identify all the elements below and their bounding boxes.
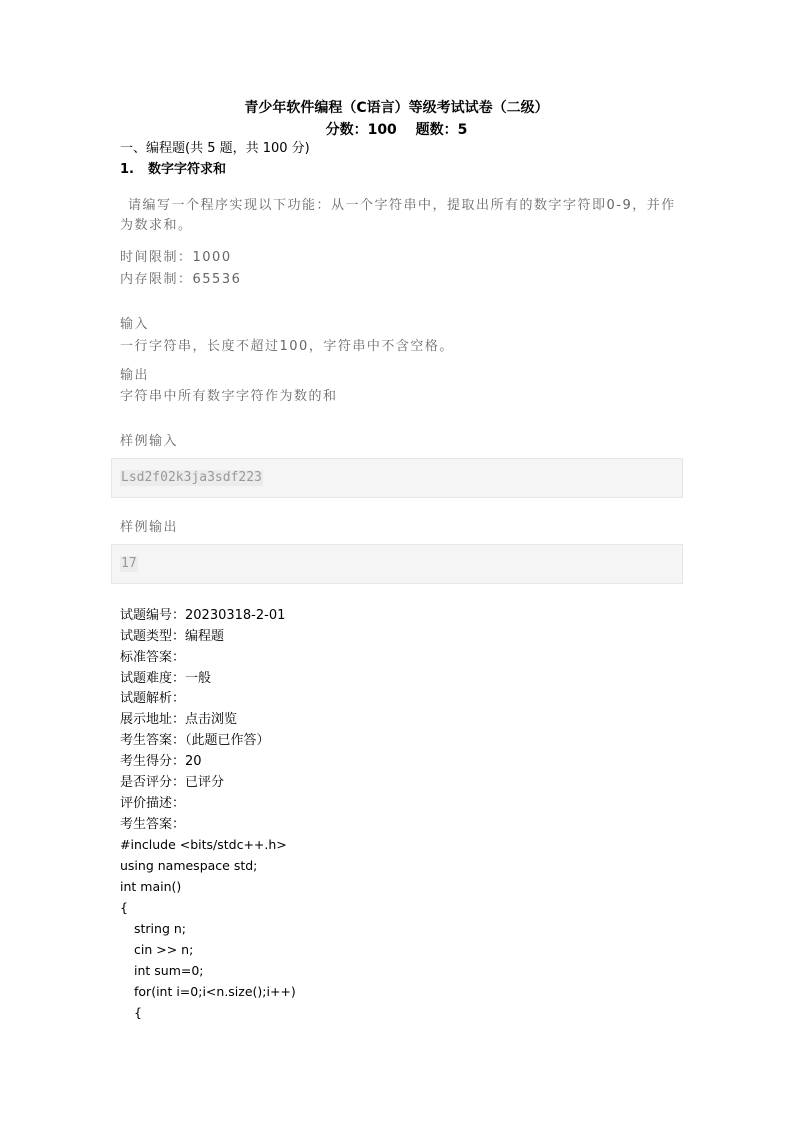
sample-output-box [111,544,683,584]
code-line: int sum=0; [134,963,204,978]
output-label: 输出 [120,368,150,383]
code-line: string n; [134,921,186,936]
sample-output-text: 17 [121,556,137,571]
question-title: 数字字符求和 [148,162,227,177]
description-line-2: 为数求和。 [120,218,193,233]
code-line: int main() [120,879,182,894]
difficulty: 试题难度：一般 [120,671,212,686]
graded-status: 是否评分：已评分 [120,775,225,790]
sample-input-label: 样例输入 [120,434,179,449]
input-description: 一行字符串，长度不超过100，字符串中不含空格。 [120,339,454,354]
code-line: { [134,1005,142,1020]
code-line: cin >> n; [134,942,194,957]
sample-input-box [111,458,683,498]
question-number: 1. [120,162,134,177]
code-line: { [120,900,128,915]
sample-input-text: Lsd2f02k3ja3sdf223 [121,470,262,485]
output-description: 字符串中所有数字字符作为数的和 [120,389,338,404]
input-label: 输入 [120,317,150,332]
display-link[interactable]: 展示地址：点击浏览 [120,712,238,727]
analysis: 试题解析： [120,691,186,706]
student-answer-label: 考生答案： [120,817,186,832]
memory-limit: 内存限制：65536 [120,272,242,287]
code-line: #include <bits/stdc++.h> [120,837,287,852]
code-line: for(int i=0;i<n.size();i++) [134,984,296,999]
question-heading [120,160,226,180]
time-limit: 时间限制：1000 [120,250,232,265]
question-type: 试题类型：编程题 [120,629,225,644]
standard-answer: 标准答案： [120,650,186,665]
section-heading: 一、编程题(共 5 题，共 100 分) [120,141,310,156]
sample-output-label: 样例输出 [120,520,179,535]
student-answer-status: 考生答案：（此题已作答） [120,733,270,748]
score-summary: 分数：100 题数：5 [325,122,468,138]
code-line: using namespace std; [120,858,258,873]
question-id: 试题编号：20230318-2-01 [120,608,286,623]
exam-title: 青少年软件编程（C语言）等级考试试卷（二级） [244,100,549,116]
student-score: 考生得分：20 [120,754,202,769]
evaluation: 评价描述： [120,796,186,811]
description-line-1: 请编写一个程序实现以下功能：从一个字符串中，提取出所有的数字字符即0-9，并作 [128,198,676,213]
